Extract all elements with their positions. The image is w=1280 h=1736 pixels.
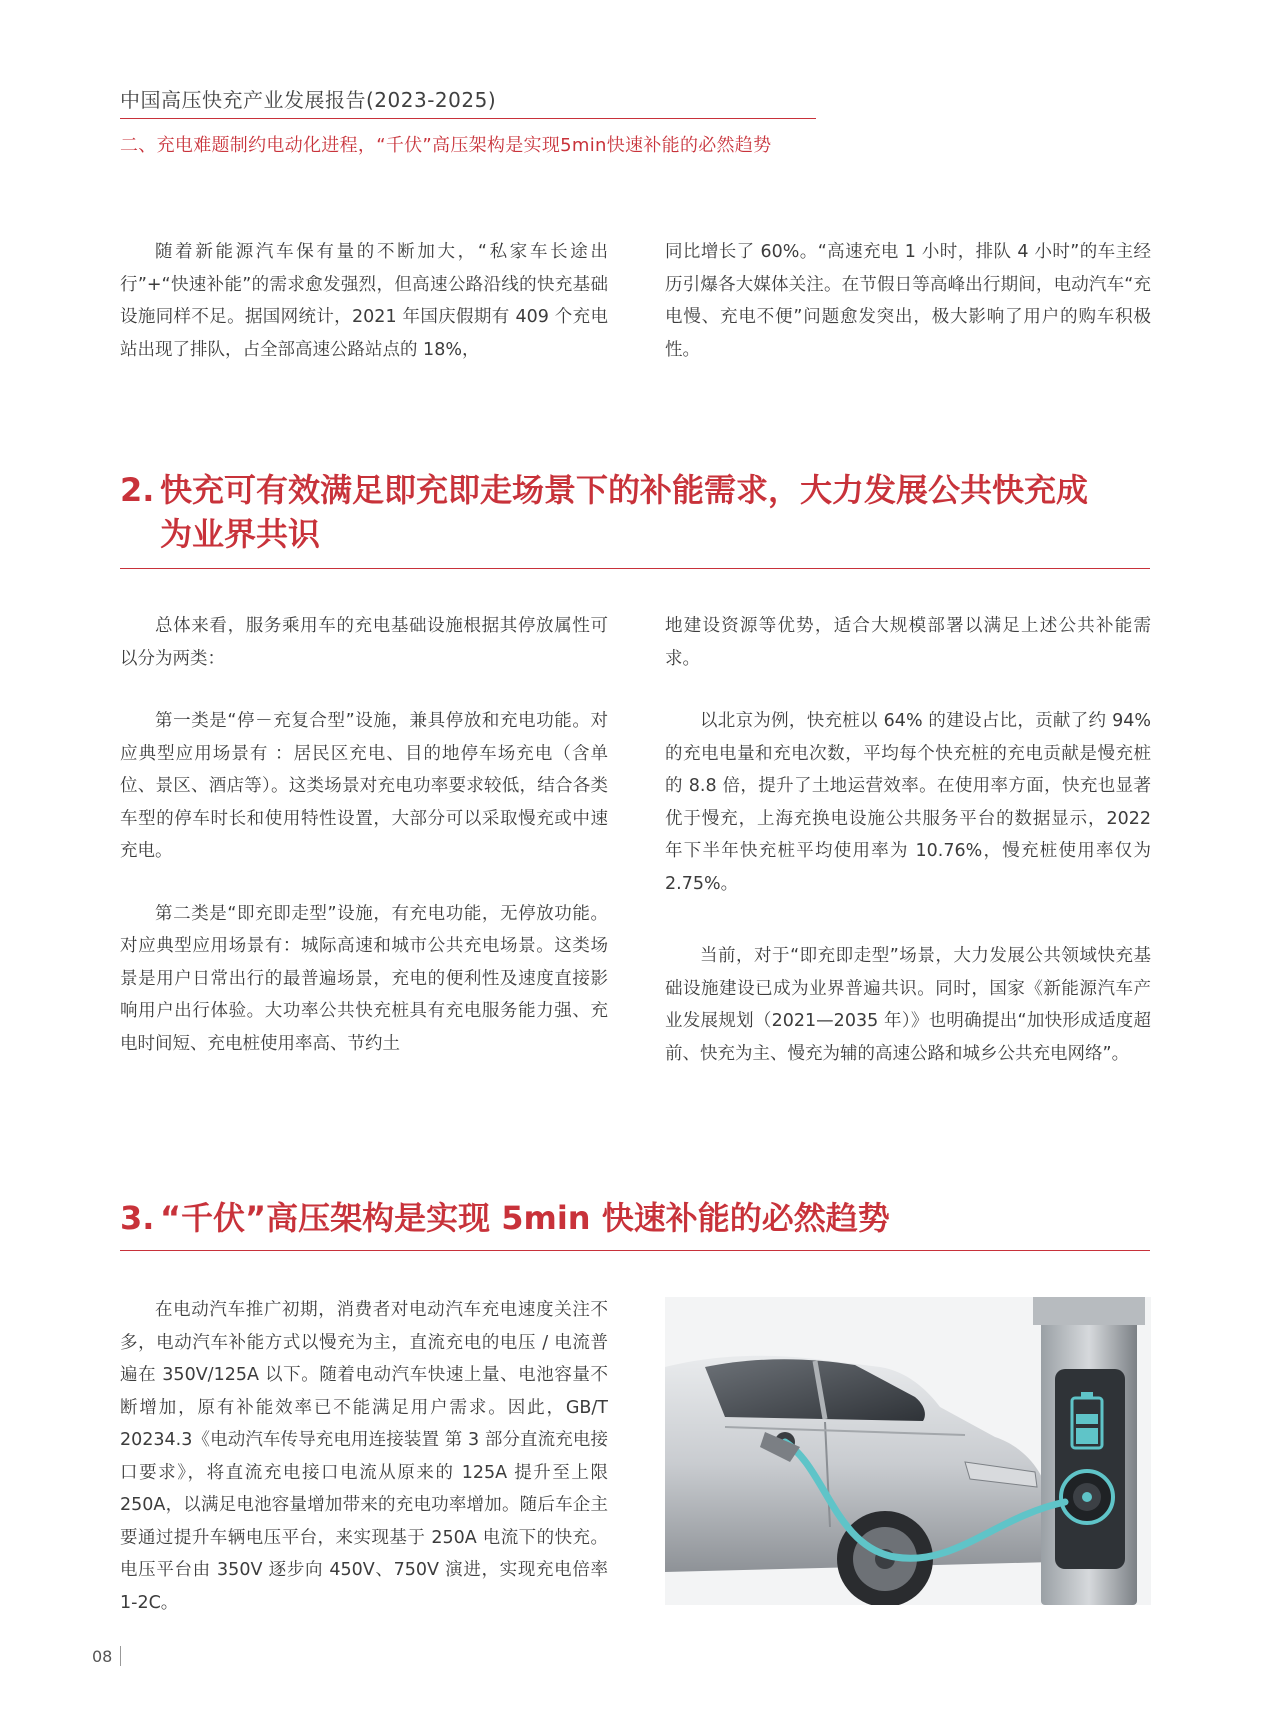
section-3-heading — [120, 1196, 1160, 1240]
section-2-paragraph: 以北京为例，快充桩以 64% 的建设占比，贡献了约 94% 的充电电量和充电次数，平均每个快充桩的充电贡献是慢充桩的 8.8 倍，提升了土地运营效率。在使用率方面，快充也显著优于慢充，上海充换电设施公共服务平台的数据显示，2022 年下半年快充桩平均使用率为 10.76%，慢充桩使用率仅为 2.75%。 — [665, 711, 1151, 894]
section-2-paragraph: 第一类是“停－充复合型”设施，兼具停放和充电功能。对应典型应用场景有 ：居民区充电、目的地停车场充电（含单位、景区、酒店等）。这类场景对充电功率要求较低，结合各类车型的停车时长和使用特性设置，大部分可以采取慢充或中速充电。 — [120, 711, 608, 861]
section-2-left-column — [120, 610, 608, 1060]
section-2-paragraph: 地建设资源等优势，适合大规模部署以满足上述公共补能需求。 — [665, 616, 1151, 669]
ev-charging-photo — [665, 1297, 1151, 1605]
intro-right-column — [665, 236, 1151, 366]
ev-charging-illustration — [665, 1297, 1151, 1605]
intro-paragraph-right: 同比增长了 60%。“高速充电 1 小时，排队 4 小时”的车主经历引爆各大媒体关注。在节假日等高峰出行期间，电动汽车“充电慢、充电不便”问题愈发突出，极大影响了用户的购车积极性。 — [665, 242, 1151, 360]
section-3-paragraph: 在电动汽车推广初期，消费者对电动汽车充电速度关注不多，电动汽车补能方式以慢充为主，直流充电的电压 / 电流普遍在 350V/125A 以下。随着电动汽车快速上量、电池容量不断增加，原有补能效率已不能满足用户需求。因此，GB/T 20234.3《电动汽车传导充电用连接装置 第 3 部分直流充电接口要求》，将直流充电接口电流从原来的 125A 提升至上限 250A，以满足电池容量增加带来的充电功率增加。随后车企主要通过提升车辆电压平台，来实现基于 250A 电流下的快充。电压平台由 350V 逐步向 450V、750V 演进，实现充电倍率 1-2C。 — [120, 1300, 608, 1613]
section-3-title: “千伏”高压架构是实现 5min 快速补能的必然趋势 — [160, 1199, 890, 1237]
section-3-number: 3. — [120, 1199, 155, 1237]
section-2-paragraph: 当前，对于“即充即走型”场景，大力发展公共领域快充基础设施建设已成为业界普遍共识。同时，国家《新能源汽车产业发展规划（2021—2035 年）》也明确提出“加快形成适度超前、快充为主、慢充为辅的高速公路和城乡公共充电网络”。 — [665, 946, 1151, 1064]
intro-paragraph-left: 随着新能源汽车保有量的不断加大，“私家车长途出行”+“快速补能”的需求愈发强烈，但高速公路沿线的快充基础设施同样不足。据国网统计，2021 年国庆假期有 409 个充电站出现了排队，占全部高速公路站点的 18%， — [120, 242, 608, 360]
section-2-title-line1: 快充可有效满足即充即走场景下的补能需求，大力发展公共快充成 — [160, 471, 1089, 509]
chapter-title: 二、充电难题制约电动化进程，“千伏”高压架构是实现5min快速补能的必然趋势 — [120, 135, 772, 156]
section-2-paragraph: 总体来看，服务乘用车的充电基础设施根据其停放属性可以分为两类： — [120, 616, 608, 669]
page-number-separator — [120, 1646, 121, 1666]
page-number: 08 — [92, 1647, 113, 1666]
section-2-number: 2. — [120, 471, 155, 509]
intro-left-column — [120, 236, 608, 366]
header-divider — [120, 118, 816, 119]
report-title: 中国高压快充产业发展报告(2023-2025) — [120, 88, 497, 112]
section-2-right-column — [665, 610, 1151, 1070]
section-3-divider — [120, 1250, 1150, 1251]
section-2-title-line2: 为业界共识 — [160, 515, 321, 553]
section-2-divider — [120, 568, 1150, 569]
section-2-paragraph: 第二类是“即充即走型”设施，有充电功能，无停放功能。对应典型应用场景有：城际高速和城市公共充电场景。这类场景是用户日常出行的最普遍场景，充电的便利性及速度直接影响用户出行体验。大功率公共快充桩具有充电服务能力强、充电时间短、充电桩使用率高、节约土 — [120, 903, 608, 1054]
section-3-left-column — [120, 1294, 608, 1619]
section-2-heading — [120, 468, 1160, 556]
